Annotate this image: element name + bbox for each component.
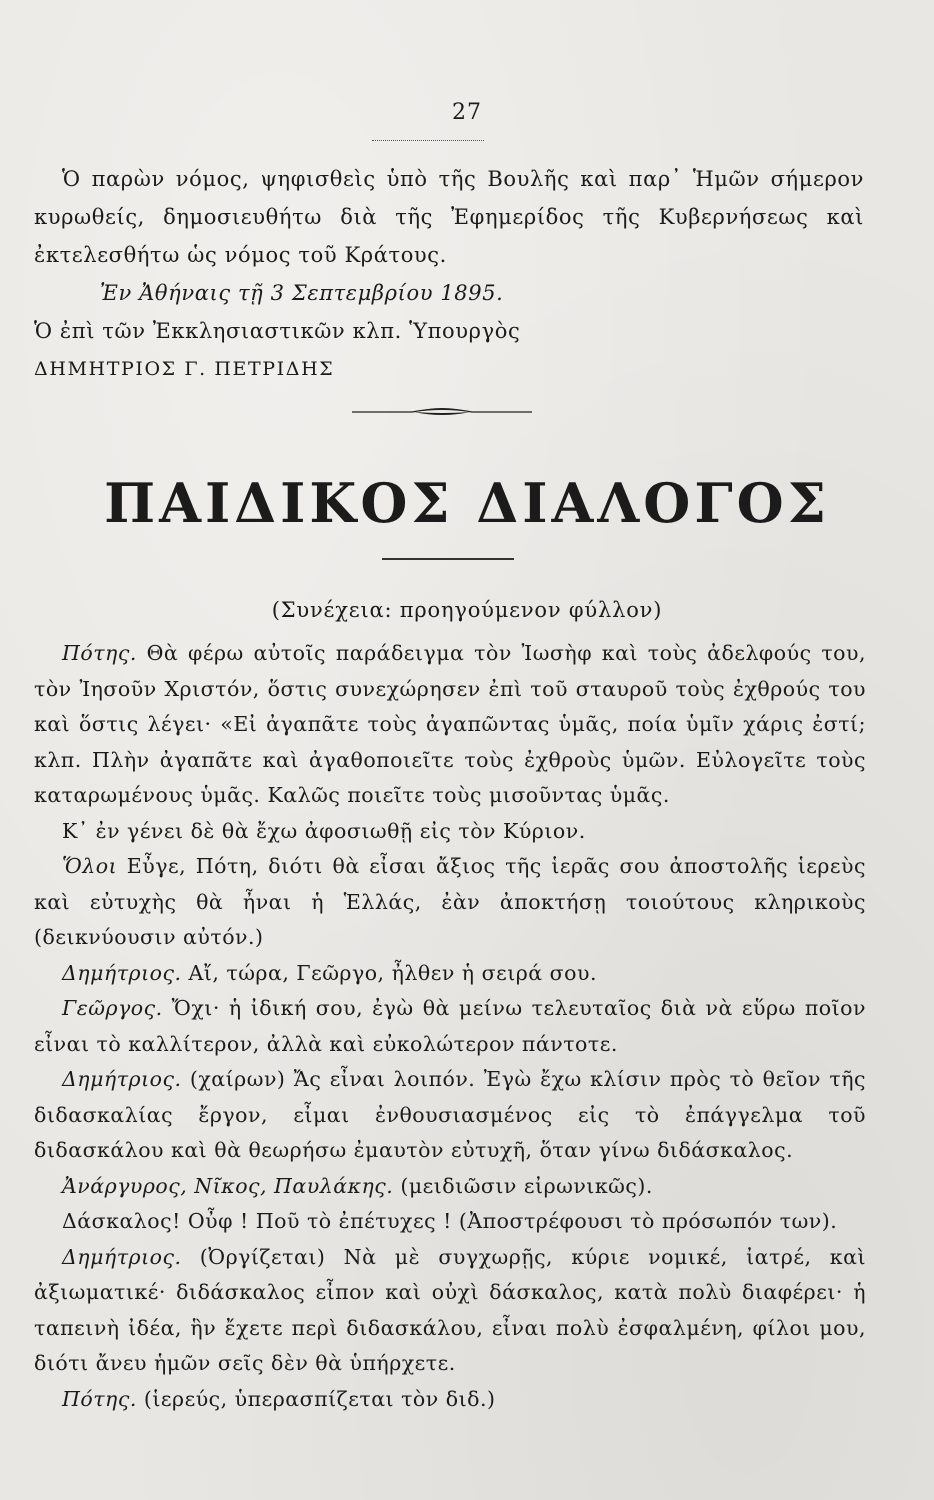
dialogue-text: Εὖγε, Πότη, διότι θὰ εἶσαι ἄξιος τῆς ἱερᾶς σου ἀποστολῆς ἱερεὺς καὶ εὐτυχὴς θὰ ἦναι ἡ Ἑλλάς, ἐὰν ἀποκτήσῃ τοιούτους κληρικοὺς (δεικνύουσιν αὐτόν.) [34, 854, 866, 949]
dialogue-line [34, 814, 866, 850]
speaker-name: Ἀνάργυρος, Νῖκος, Παυλάκης. [62, 1173, 394, 1198]
speaker-name: Γεῶργος. [62, 996, 163, 1020]
law-date: Ἐν Ἀθήναις τῇ 3 Σεπτεμβρίου 1895. [100, 281, 504, 305]
dialogue-text: Αἴ, τώρα, Γεῶργο, ἦλθεν ἡ σειρά σου. [181, 960, 597, 985]
law-closing-block [34, 160, 864, 388]
dialogue-text: Ὄχι· ἡ ἰδική σου, ἐγὼ θὰ μείνω τελευταῖος διὰ νὰ εὕρω ποῖον εἶναι τὸ καλλίτερον, ἀλλὰ καὶ εὐκολώτερον πάντοτε. [34, 996, 866, 1056]
dialogue-text: (μειδιῶσιν εἰρωνικῶς). [393, 1173, 653, 1198]
dialogue-text: (Ὀργίζεται) Νὰ μὲ συγχωρῇς, κύριε νομικέ, ἰατρέ, καὶ ἀξιωματικέ· διδάσκαλος εἶπον καὶ οὐχὶ δάσκαλος, κατὰ πολὺ διαφέρει· ἡ ταπεινὴ ἰδέα, ἣν ἔχετε περὶ διδασκάλου, εἶναι πολὺ ἐσφαλμένη, φίλοι μου, διότι ἄνευ ἡμῶν σεῖς δὲν θὰ ὑπήρχετε. [34, 1244, 866, 1375]
signature-title: Ὁ ἐπὶ τῶν Ἐκκλησιαστικῶν κλπ. Ὑπουργὸς [34, 319, 521, 343]
page-number-rule [372, 140, 484, 141]
dialogue-text: Θὰ φέρω αὐτοῖς παράδειγμα τὸν Ἰωσὴφ καὶ τοὺς ἀδελφούς του, τὸν Ἰησοῦν Χριστόν, ὅστις συνεχώρησεν ἐπὶ τοῦ σταυροῦ τοὺς ἐχθρούς του καὶ ὅστις λέγει· «Εἰ ἀγαπᾶτε τοὺς ἀγαπῶντας ὑμᾶς, ποία ὑμῖν χάρις ἐστί; κλπ. Πλὴν ἀγαπᾶτε καὶ ἀγαθοποιεῖτε τοὺς ἐχθροὺς ὑμῶν. Εὐλογεῖτε τοὺς καταρωμένους ὑμᾶς. Καλῶς ποιεῖτε τοὺς μισοῦντας ὑμᾶς. [34, 641, 866, 807]
speaker-name: Δημήτριος. [62, 1244, 182, 1269]
speaker-name: Δημήτριος. [62, 1067, 182, 1091]
main-title: ΠΑΙΔΙΚΟΣ ΔΙΑΛΟΓΟΣ [104, 471, 830, 535]
title-rule [382, 558, 514, 560]
subtitle: (Συνέχεια: προηγούμενον φύλλον) [271, 598, 663, 622]
dialogue-line [34, 1204, 866, 1240]
dialogue-text: (ἱερεύς, ὑπερασπίζεται τὸν διδ.) [136, 1386, 496, 1411]
signature-name: ΔΗΜΗΤΡΙΟΣ Γ. ΠΕΤΡΙΔΗΣ [34, 358, 335, 380]
dialogue-text: Δάσκαλος! Οὖφ ! Ποῦ τὸ ἐπέτυχες ! (Ἀποστρέφουσι τὸ πρόσωπόν των). [62, 1209, 838, 1233]
dialogue-line [34, 1062, 866, 1169]
speaker-name: Πότης. [62, 1386, 137, 1411]
dialogue-line [34, 956, 866, 992]
dialogue-line [34, 1382, 866, 1418]
dialogue-line [34, 991, 866, 1062]
law-paragraph: Ὁ παρὼν νόμος, ψηφισθεὶς ὑπὸ τῆς Βουλῆς καὶ παρ᾽ Ἡμῶν σήμερον κυρωθείς, δημοσιευθήτω διὰ τῆς Ἐφημερίδος τῆς Κυβερνήσεως καὶ ἐκτελεσθήτω ὡς νόμος τοῦ Κράτους. [34, 167, 864, 267]
page-number: 27 [452, 100, 482, 125]
dialogue-line [34, 849, 866, 956]
dialogue-text: (χαίρων) Ἄς εἶναι λοιπόν. Ἐγὼ ἔχω κλίσιν πρὸς τὸ θεῖον τῆς διδασκαλίας ἔργον, εἶμαι ἐνθουσιασμένος εἰς τὸ ἐπάγγελμα τοῦ διδασκάλου καὶ θὰ θεωρήσω ἐμαυτὸν εὐτυχῆ, ὅταν γίνω διδάσκαλος. [34, 1067, 866, 1162]
dialogue-body [34, 636, 866, 1417]
speaker-name: Πότης. [62, 641, 137, 665]
dialogue-line [34, 1240, 866, 1382]
ornamental-divider [352, 407, 532, 417]
dialogue-line [34, 1169, 866, 1205]
speaker-name: Δημήτριος. [62, 960, 182, 985]
dialogue-line [34, 636, 866, 814]
dialogue-text: Κ᾽ ἐν γένει δὲ θὰ ἔχω ἀφοσιωθῇ εἰς τὸν Κύριον. [62, 818, 586, 843]
speaker-name: Ὅλοι [62, 854, 118, 878]
